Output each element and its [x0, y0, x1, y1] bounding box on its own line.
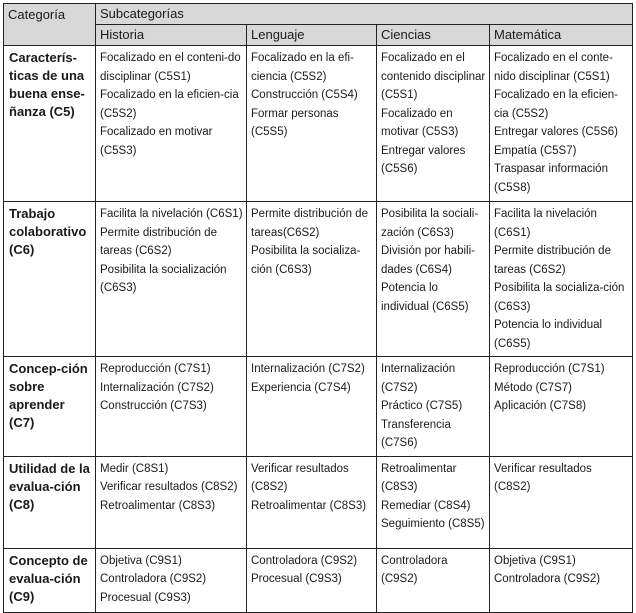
subcategory-item: Traspasar información (C5S8): [494, 163, 608, 194]
table-row: [4, 46, 633, 202]
subcategory-item: Objetiva (C9S1): [494, 554, 576, 567]
subcategory-item: Método (C7S7): [494, 381, 572, 394]
subcategory-item: Internalización (C7S2): [251, 363, 365, 375]
subcategory-item: Focalizado en la eficien-cia (C5S2): [494, 89, 619, 120]
subcategory-item: Objetiva (C9S1): [100, 554, 182, 567]
subcategory-item: Focalizado en el conte-nido disciplinar (C5S1): [494, 52, 613, 83]
subcategory-cell: [490, 456, 633, 548]
subcategory-item: Focalizado en motivar (C5S3): [381, 107, 459, 138]
table-row: [4, 548, 633, 612]
header-category: Categoría: [4, 4, 96, 46]
subcategory-item: Verificar resultados (C8S2): [100, 481, 238, 493]
subcategory-item: Remediar (C8S4): [381, 499, 471, 512]
header-historia: Historia: [96, 25, 247, 46]
subcategory-cell: [377, 548, 490, 612]
subcategory-item: Focalizado en el contenido disciplinar (C5S1): [381, 52, 486, 101]
subcategory-item: Controladora (C9S2): [100, 573, 207, 585]
subcategory-item: Focalizado en el conteni-do disciplinar (C5S1): [100, 52, 241, 83]
row-category: Concep-ción sobre aprender (C7): [4, 357, 96, 457]
subcategory-item: Reproducción (C7S1): [494, 363, 605, 375]
subcategory-cell: [490, 202, 633, 357]
table-header: [4, 4, 633, 46]
subcategory-item: Facilita la nivelación (C6S1): [494, 208, 597, 239]
subcategory-item: Internalización (C7S2): [100, 381, 214, 394]
table-body: [4, 46, 633, 613]
subcategory-item: Posibilita la socialización (C6S3): [100, 263, 227, 294]
subcategory-item: Focalizado en la efi-ciencia (C5S2): [251, 52, 354, 83]
subcategory-cell: [377, 46, 490, 202]
subcategory-item: Construcción (C5S4): [251, 89, 358, 101]
subcategory-item: División por habili-dades (C6S4): [381, 245, 475, 276]
table-row: [4, 456, 633, 548]
header-lenguaje: Lenguaje: [247, 25, 377, 46]
subcategory-item: Empatía (C5S7): [494, 144, 577, 157]
subcategory-item: Reproducción (C7S1): [100, 363, 211, 375]
subcategory-item: Procesual (C9S3): [100, 591, 191, 604]
subcategory-item: Posibilita la socializa-ción (C6S3): [251, 245, 361, 276]
subcategory-cell: [96, 548, 247, 612]
subcategory-item: Verificar resultados (C8S2): [494, 462, 592, 493]
subcategory-cell: [377, 202, 490, 357]
subcategory-item: Seguimiento (C8S5): [381, 518, 485, 530]
subcategory-item: Permite distribución de tareas (C6S2): [100, 226, 217, 257]
row-category: Trabajo colaborativo (C6): [4, 202, 96, 357]
subcategory-item: Posibilita la socializa-ción (C6S3): [494, 282, 625, 313]
subcategory-item: Retroalimentar (C8S3): [381, 462, 457, 493]
subcategory-item: Entregar valores (C5S6): [381, 144, 466, 175]
subcategory-item: Focalizado en motivar (C5S3): [100, 126, 213, 157]
subcategory-cell: [96, 202, 247, 357]
subcategory-cell: [490, 357, 633, 457]
header-matematica: Matemática: [490, 25, 633, 46]
subcategory-item: Práctico (C7S5): [381, 400, 463, 412]
subcategory-cell: [490, 46, 633, 202]
subcategory-item: Entregar valores (C5S6): [494, 126, 618, 138]
subcategory-item: Procesual (C9S3): [251, 573, 342, 585]
subcategory-item: Posibilita la sociali-zación (C6S3): [381, 208, 479, 239]
row-category: Utilidad de la evalua-ción (C8): [4, 456, 96, 548]
row-category: Caracterís-ticas de una buena ense-ñanza (C5): [4, 46, 96, 202]
subcategory-item: Controladora (C9S2): [381, 554, 448, 585]
subcategory-item: Experiencia (C7S4): [251, 381, 351, 394]
subcategory-cell: [96, 456, 247, 548]
subcategory-cell: [247, 202, 377, 357]
subcategory-item: Formar personas (C5S5): [251, 107, 339, 138]
subcategory-item: Transferencia (C7S6): [381, 418, 451, 449]
subcategory-cell: [247, 548, 377, 612]
subcategory-cell: [377, 456, 490, 548]
subcategory-item: Construcción (C7S3): [100, 400, 207, 412]
table-container: [3, 3, 633, 613]
categories-table: [3, 3, 633, 613]
subcategory-item: Internalización (C7S2): [381, 363, 456, 394]
subcategory-item: Permite distribución de tareas (C6S2): [494, 245, 611, 276]
subcategory-item: Controladora (C9S2): [494, 573, 601, 585]
header-ciencias: Ciencias: [377, 25, 490, 46]
subcategory-cell: [247, 357, 377, 457]
subcategory-item: Retroalimentar (C8S3): [251, 499, 367, 512]
subcategory-item: Potencia lo individual (C6S5): [381, 282, 469, 313]
table-row: [4, 357, 633, 457]
subcategory-cell: [490, 548, 633, 612]
row-category: Concepto de evalua-ción (C9): [4, 548, 96, 612]
subcategory-item: Aplicación (C7S8): [494, 400, 587, 412]
subcategory-item: Facilita la nivelación (C6S1): [100, 208, 243, 220]
subcategory-item: Medir (C8S1): [100, 462, 169, 475]
subcategory-item: Retroalimentar (C8S3): [100, 499, 216, 512]
subcategory-cell: [96, 357, 247, 457]
subcategory-item: Verificar resultados (C8S2): [251, 462, 349, 493]
subcategory-item: Controladora (C9S2): [251, 554, 358, 567]
subcategory-item: Focalizado en la eficien-cia (C5S2): [100, 89, 239, 120]
subcategory-cell: [247, 456, 377, 548]
subcategory-cell: [377, 357, 490, 457]
subcategory-cell: [96, 46, 247, 202]
subcategory-item: Permite distribución de tareas(C6S2): [251, 208, 368, 239]
header-subcategories: Subcategorías: [96, 4, 633, 25]
subcategory-item: Potencia lo individual (C6S5): [494, 319, 603, 350]
table-row: [4, 202, 633, 357]
subcategory-cell: [247, 46, 377, 202]
